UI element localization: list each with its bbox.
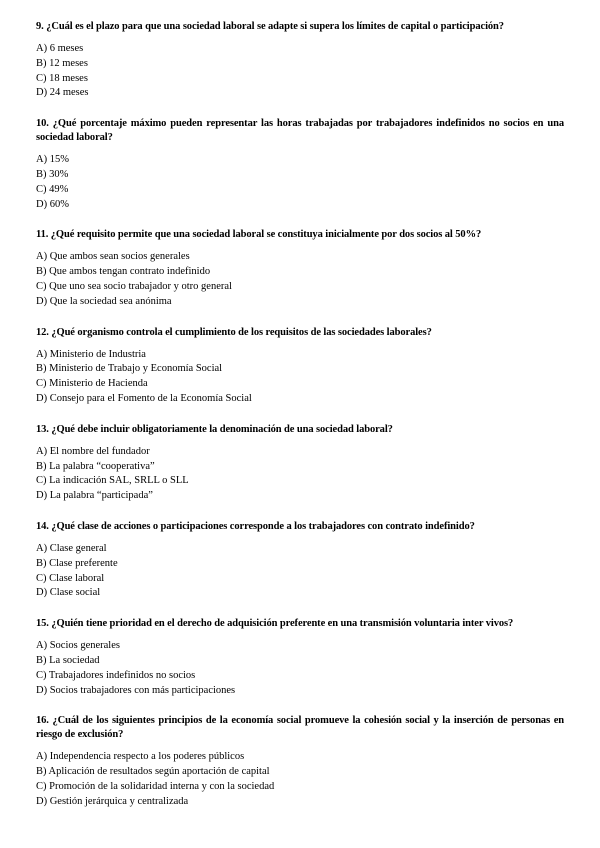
option-b: B) La sociedad (36, 654, 100, 666)
option-d: D) 60% (36, 198, 69, 210)
option-list (36, 542, 564, 601)
option-a: A) Independencia respecto a los poderes públicos (36, 751, 245, 763)
option-d: D) Gestión jerárquica y centralizada (36, 795, 189, 807)
option-d: D) La palabra “participada” (36, 490, 153, 502)
option-d: D) 24 meses (36, 87, 89, 99)
question-title: 14. ¿Qué clase de acciones o participaciones corresponde a los trabajadores con contrato indefinido? (36, 520, 475, 532)
option-a: A) Ministerio de Industria (36, 348, 146, 360)
option-b: B) Ministerio de Trabajo y Economía Social (36, 363, 223, 375)
question-title: 12. ¿Qué organismo controla el cumplimiento de los requisitos de las sociedades laborales? (36, 326, 432, 338)
option-list (36, 250, 564, 309)
question-9 (36, 20, 564, 101)
option-a: A) Clase general (36, 542, 107, 554)
option-c: C) Trabajadores indefinidos no socios (36, 669, 196, 681)
question-title: 11. ¿Qué requisito permite que una sociedad laboral se constituya inicialmente por dos socios al 50%? (36, 229, 482, 241)
option-c: C) 49% (36, 183, 69, 195)
option-a: A) 15% (36, 154, 69, 166)
option-d: D) Consejo para el Fomento de la Economía Social (36, 392, 252, 404)
option-b: B) Clase preferente (36, 557, 118, 569)
option-b: B) Aplicación de resultados según aportación de capital (36, 766, 270, 778)
question-title: 10. ¿Qué porcentaje máximo pueden representar las horas trabajadas por trabajadores indefinidos no socios en una sociedad laboral? (36, 118, 564, 144)
option-d: D) Que la sociedad sea anónima (36, 295, 172, 307)
question-11 (36, 228, 564, 309)
option-a: A) El nombre del fundador (36, 445, 150, 457)
question-10 (36, 117, 564, 212)
option-list (36, 348, 564, 407)
question-16 (36, 714, 564, 809)
option-b: B) La palabra “cooperativa” (36, 460, 155, 472)
option-c: C) Ministerio de Hacienda (36, 378, 148, 390)
option-list (36, 42, 564, 101)
question-title: 16. ¿Cuál de los siguientes principios de la economía social promueve la cohesión social y la inserción de personas en riesgo de exclusión? (36, 715, 564, 741)
option-c: C) 18 meses (36, 72, 88, 84)
option-a: A) 6 meses (36, 43, 84, 54)
option-a: A) Socios generales (36, 640, 120, 652)
option-list (36, 639, 564, 698)
document-page (36, 20, 564, 826)
option-c: C) La indicación SAL, SRLL o SLL (36, 475, 189, 487)
option-b: B) 30% (36, 168, 69, 180)
option-b: B) Que ambos tengan contrato indefinido (36, 266, 211, 278)
option-a: A) Que ambos sean socios generales (36, 251, 190, 263)
question-title: 15. ¿Quién tiene prioridad en el derecho de adquisición preferente en una transmisión voluntaria inter vivos? (36, 618, 514, 630)
question-14 (36, 520, 564, 601)
option-list (36, 153, 564, 212)
question-12 (36, 326, 564, 407)
option-d: D) Socios trabajadores con más participaciones (36, 684, 236, 696)
option-c: C) Promoción de la solidaridad interna y con la sociedad (36, 780, 275, 792)
option-d: D) Clase social (36, 587, 101, 599)
question-title: 9. ¿Cuál es el plazo para que una sociedad laboral se adapte si supera los límites de capital o participación? (36, 21, 504, 32)
option-list (36, 750, 564, 809)
question-15 (36, 617, 564, 698)
option-c: C) Que uno sea socio trabajador y otro general (36, 280, 232, 292)
option-list (36, 445, 564, 504)
question-title: 13. ¿Qué debe incluir obligatoriamente la denominación de una sociedad laboral? (36, 423, 393, 435)
option-c: C) Clase laboral (36, 572, 105, 584)
question-13 (36, 423, 564, 504)
option-b: B) 12 meses (36, 57, 88, 69)
